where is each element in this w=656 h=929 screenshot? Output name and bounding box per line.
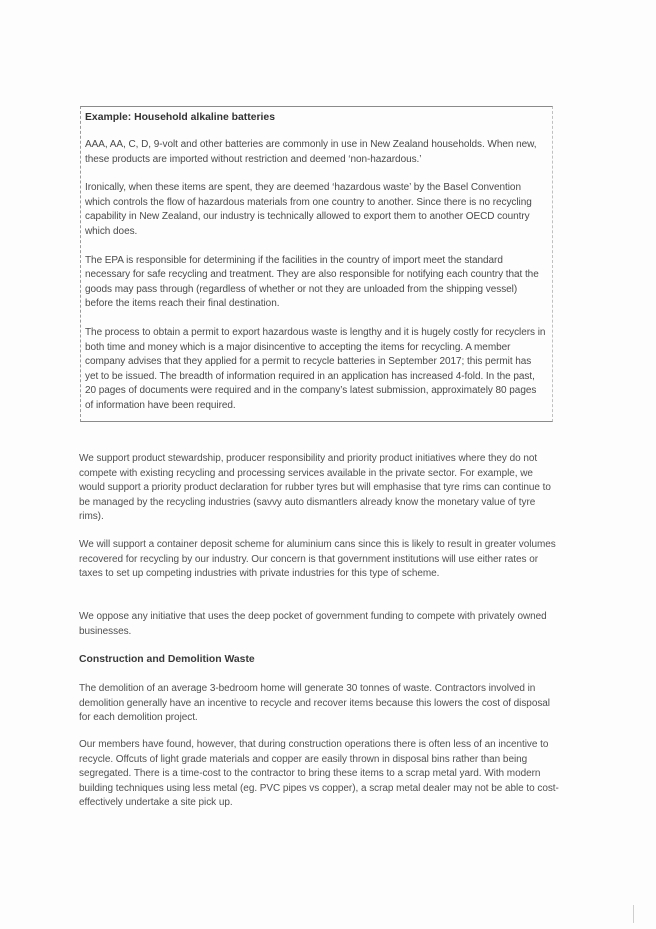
example-title: Example: Household alkaline batteries: [85, 112, 275, 123]
section-heading: Construction and Demolition Waste: [79, 654, 255, 665]
example-paragraph-1: AAA, AA, C, D, 9-volt and other batteries are commonly in use in New Zealand households. When new, these products are imported without restriction and deemed ‘non-hazardous.’: [85, 139, 537, 165]
body-paragraph-construction: Our members have found, however, that during construction operations there is often less of an incentive to recycle. Offcuts of light grade materials and copper are easily thrown in disposal bins rather than being segregated. There is a time-cost to the contractor to bring these items to a scrap metal yard. With modern building techniques using less metal (eg. PVC pipes vs copper), a scrap metal dealer may not be able to cost-effectively undertake a site pick up.: [79, 739, 559, 808]
scan-edge-mark: [633, 905, 634, 923]
example-box: [80, 106, 553, 422]
example-paragraph-2: Ironically, when these items are spent, they are deemed ‘hazardous waste’ by the Basel Convention which controls the flow of hazardous materials from one country to another. Since there is no recycling capability in New Zealand, our industry is technically allowed to export them to another OECD country which does.: [85, 182, 532, 237]
body-paragraph-demolition: The demolition of an average 3-bedroom home will generate 30 tonnes of waste. Contractors involved in demolition generally have an incentive to recycle and recover items because this lowers the cost of disposal for each demolition project.: [79, 683, 550, 723]
body-paragraph-oppose-initiative: We oppose any initiative that uses the deep pocket of government funding to compete with privately owned businesses.: [79, 611, 547, 637]
example-paragraph-3: The EPA is responsible for determining if the facilities in the country of import meet the standard necessary for safe recycling and treatment. They are also responsible for notifying each country that the goods may pass through (regardless of whether or not they are unloaded from the shipping vessel) before the items reach their final destination.: [85, 254, 539, 310]
example-paragraph-4: The process to obtain a permit to export hazardous waste is lengthy and it is hugely costly for recyclers in both time and money which is a major disincentive to accepting the items for recycling. A member company advises that they applied for a permit to recycle batteries in September 2017; this permit has yet to be issued. The breadth of information required in an application has increased 4-fold. In the past, 20 pages of documents were required and in the company’s latest submission, approximately 80 pages of information have been required.: [85, 326, 546, 411]
body-paragraph-product-stewardship: We support product stewardship, producer responsibility and priority product initiatives where they do not compete with existing recycling and processing services available in the private sector. For example, we would support a priority product declaration for rubber tyres but will emphasise that tyre rims can continue to be managed by the recycling industries (savvy auto dismantlers already know the monetary value of tyre rims).: [79, 453, 551, 522]
body-paragraph-container-deposit: We will support a container deposit scheme for aluminium cans since this is likely to result in greater volumes recovered for recycling by our industry. Our concern is that government institutions will use either rates or taxes to set up competing industries with private industries for this type of scheme.: [79, 539, 556, 579]
